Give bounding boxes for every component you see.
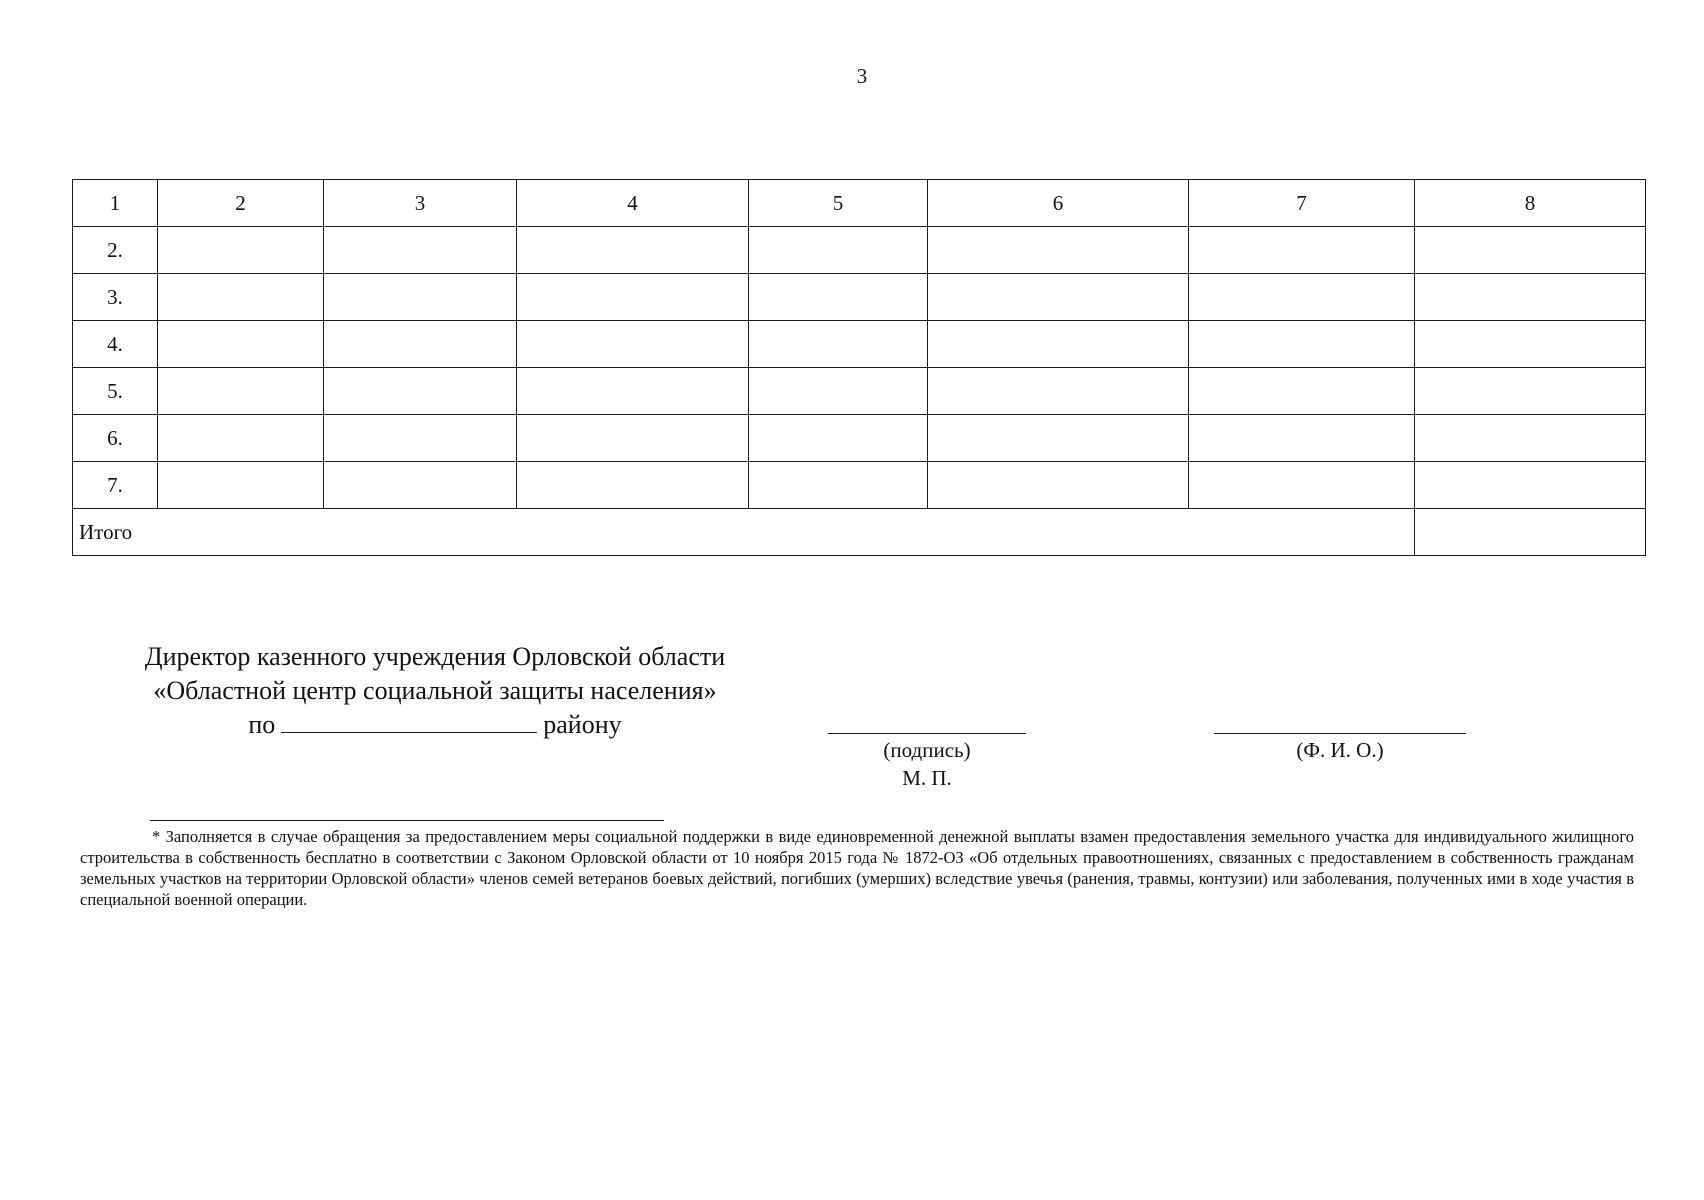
row-number: 3. bbox=[73, 274, 158, 321]
table-cell bbox=[517, 462, 749, 509]
table-cell bbox=[928, 368, 1189, 415]
column-header: 2 bbox=[158, 180, 324, 227]
table-cell bbox=[1415, 368, 1646, 415]
table-cell bbox=[158, 415, 324, 462]
data-table bbox=[72, 179, 1646, 556]
total-label: Итого bbox=[73, 509, 1415, 556]
page-number: 3 bbox=[856, 64, 868, 88]
column-header: 7 bbox=[1189, 180, 1415, 227]
table-cell bbox=[517, 415, 749, 462]
row-number: 5. bbox=[73, 368, 158, 415]
table-cell bbox=[1415, 274, 1646, 321]
table-cell bbox=[158, 368, 324, 415]
footnote-text: * Заполняется в случае обращения за предоставлением меры социальной поддержки в виде единовременной денежной выплаты взамен предоставления земельного участка для индивидуального жилищного строительства в собственность бесплатно в соответствии с Законом Орловской области от 10 ноября 2015 года № 1872-ОЗ «Об отдельных правоотношениях, связанных с предоставлением в собственность гражданам земельных участков на территории Орловской области» членов семей ветеранов боевых действий, погибших (умерших) вследствие увечья (ранения, травмы, контузии) или заболевания, полученных ими в ходе участия в специальной военной операции. bbox=[80, 827, 1634, 909]
director-position-line1: Директор казенного учреждения Орловской области bbox=[144, 642, 726, 671]
table-cell bbox=[158, 274, 324, 321]
column-header: 8 bbox=[1415, 180, 1646, 227]
total-value-cell bbox=[1415, 509, 1646, 556]
column-header: 3 bbox=[324, 180, 517, 227]
table-cell bbox=[158, 321, 324, 368]
table-cell bbox=[928, 415, 1189, 462]
table-total-row bbox=[73, 509, 1646, 556]
table-row bbox=[73, 368, 1646, 415]
table-cell bbox=[928, 462, 1189, 509]
table-cell bbox=[324, 274, 517, 321]
district-suffix: району bbox=[543, 710, 622, 739]
signature-line bbox=[828, 733, 1026, 734]
table-cell bbox=[1189, 321, 1415, 368]
table-cell bbox=[158, 462, 324, 509]
row-number: 6. bbox=[73, 415, 158, 462]
table-cell bbox=[928, 274, 1189, 321]
signature-caption: (подпись) bbox=[883, 738, 971, 762]
table-row bbox=[73, 227, 1646, 274]
table-cell bbox=[324, 462, 517, 509]
district-prefix: по bbox=[248, 710, 276, 739]
column-header: 1 bbox=[73, 180, 158, 227]
row-number: 2. bbox=[73, 227, 158, 274]
table-cell bbox=[1415, 415, 1646, 462]
table-row bbox=[73, 274, 1646, 321]
table-cell bbox=[749, 368, 928, 415]
table-cell bbox=[1415, 462, 1646, 509]
column-header: 6 bbox=[928, 180, 1189, 227]
table-cell bbox=[1415, 321, 1646, 368]
stamp-caption: М. П. bbox=[902, 766, 952, 790]
table-row bbox=[73, 415, 1646, 462]
column-header: 4 bbox=[517, 180, 749, 227]
table-cell bbox=[749, 415, 928, 462]
table-cell bbox=[1189, 415, 1415, 462]
table-cell bbox=[1189, 368, 1415, 415]
name-line bbox=[1214, 733, 1466, 734]
table-cell bbox=[1415, 227, 1646, 274]
table-row bbox=[73, 321, 1646, 368]
table-cell bbox=[324, 415, 517, 462]
table-cell bbox=[517, 227, 749, 274]
table-header-row bbox=[73, 180, 1646, 227]
table-cell bbox=[324, 321, 517, 368]
table-cell bbox=[1189, 227, 1415, 274]
footnote-separator bbox=[150, 820, 664, 821]
table-cell bbox=[749, 274, 928, 321]
table-cell bbox=[1189, 462, 1415, 509]
table-cell bbox=[324, 368, 517, 415]
table-cell bbox=[517, 321, 749, 368]
column-header: 5 bbox=[749, 180, 928, 227]
table-cell bbox=[158, 227, 324, 274]
table-row bbox=[73, 462, 1646, 509]
district-line bbox=[110, 708, 760, 742]
table-cell bbox=[928, 227, 1189, 274]
table-cell bbox=[928, 321, 1189, 368]
name-caption: (Ф. И. О.) bbox=[1296, 738, 1384, 762]
table-cell bbox=[517, 368, 749, 415]
director-position-line2: «Областной центр социальной защиты населения» bbox=[153, 676, 717, 705]
row-number: 7. bbox=[73, 462, 158, 509]
district-blank bbox=[281, 708, 537, 733]
table-cell bbox=[749, 227, 928, 274]
table-cell bbox=[749, 321, 928, 368]
table-cell bbox=[749, 462, 928, 509]
row-number: 4. bbox=[73, 321, 158, 368]
director-block bbox=[110, 640, 760, 742]
table-cell bbox=[324, 227, 517, 274]
table-cell bbox=[517, 274, 749, 321]
table-cell bbox=[1189, 274, 1415, 321]
